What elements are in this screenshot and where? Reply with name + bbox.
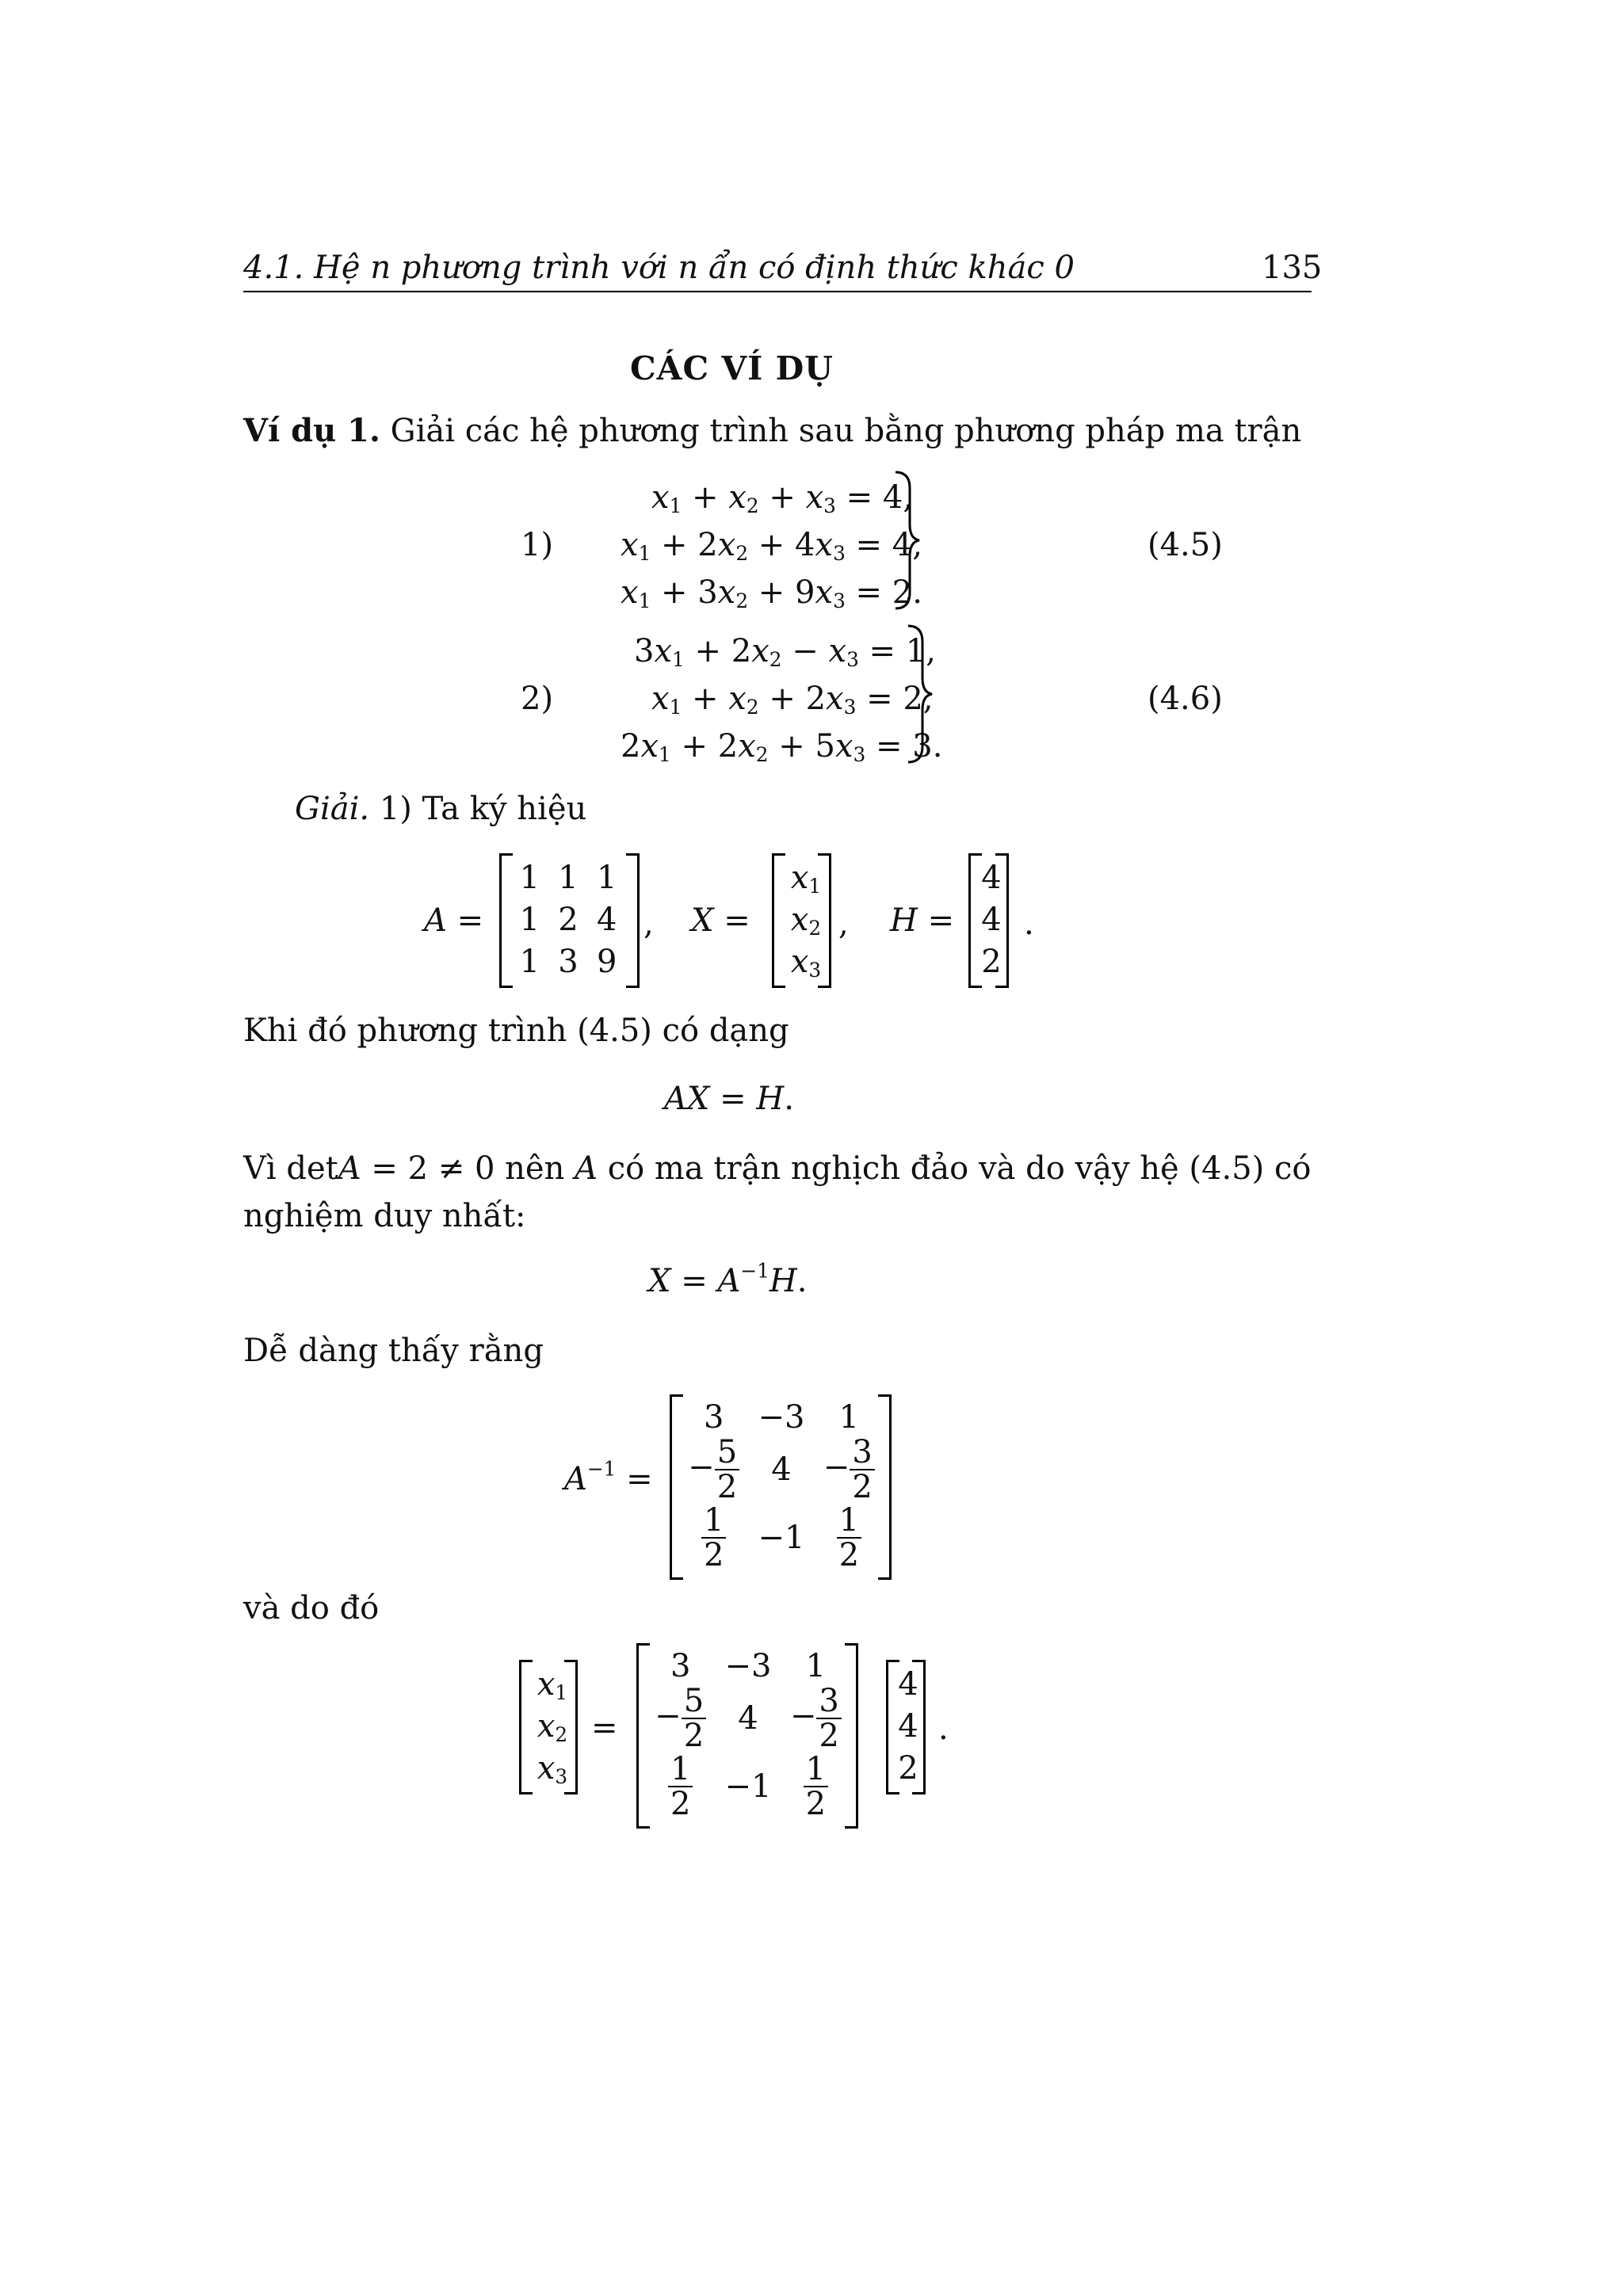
matrix-x-right-bracket [818, 853, 831, 988]
system1-eq1: $x_1 + x_2 + x_3 = 4$, [651, 479, 914, 518]
result-inverse-right-bracket [845, 1643, 858, 1829]
result-inverse-entry: − $\frac{3}{2}$ [790, 1684, 842, 1753]
det-statement: Vì detA = 2 ≠ 0 [243, 1150, 495, 1187]
system2-eq-number: (4.6) [1148, 681, 1223, 717]
a-inverse-entry: − $\frac{3}{2}$ [823, 1436, 875, 1504]
running-header-title: 4.1. Hệ n phương trình với n ẩn có định thức khác 0 [243, 250, 1075, 286]
matrix-h-right-bracket [995, 853, 1009, 988]
example-text: Giải các hệ phương trình sau bằng phương pháp ma trận [390, 413, 1302, 449]
result-h-right-bracket [912, 1660, 926, 1794]
matrix-a-cell: 1 [596, 860, 617, 897]
result-x-entry: $x_2$ [537, 1707, 568, 1747]
result-inverse-entry: 3 [670, 1648, 691, 1684]
matrix-h-entry: 4 [981, 901, 1002, 938]
equation-ax-h: AX = H. [664, 1081, 794, 1117]
result-h-entry: 4 [898, 1666, 918, 1703]
matrix-a-cell: 2 [558, 901, 579, 938]
system2-eq2: $x_1 + x_2 + 2x_3 = 2$, [651, 681, 934, 719]
period: . [1024, 906, 1034, 942]
a-inverse-matrix [680, 1399, 883, 1572]
a-inverse-symbol: $A^{-1}$ = [564, 1457, 653, 1497]
det-text-a: nên [505, 1150, 565, 1187]
matrix-h-entry: 2 [981, 943, 1002, 980]
system1-eq3: $x_1 + 3x_2 + 9x_3 = 2$. [621, 574, 922, 613]
system2-eq1: $3x_1 + 2x_2 - x_3 = 1$, [634, 633, 936, 672]
result-inverse-entry: $\frac{1}{2}$ [668, 1753, 693, 1821]
result-inverse-entry: 4 [738, 1700, 758, 1737]
section-heading: CÁC VÍ DỤ [630, 349, 834, 387]
system1-eq-number: (4.5) [1148, 527, 1223, 563]
result-x-entry: $x_1$ [537, 1666, 568, 1705]
result-inverse-entry: 1 [805, 1648, 827, 1684]
solution-intro [295, 793, 586, 825]
header-rule [243, 291, 1312, 292]
solution-label: Giải. [295, 791, 370, 827]
a-inverse-entry: $\frac{1}{2}$ [837, 1504, 861, 1572]
matrix-a-symbol: A = [424, 902, 484, 939]
result-inverse-entry: −3 [724, 1648, 772, 1684]
result-h-entry: 2 [898, 1749, 918, 1787]
matrix-h-symbol: H = [890, 902, 955, 939]
result-inverse-entry: − $\frac{5}{2}$ [655, 1684, 706, 1753]
paragraph-easy-see: Dễ dàng thấy rằng [243, 1333, 544, 1369]
matrix-a-cell: 3 [558, 943, 579, 980]
paragraph-unique-solution: nghiệm duy nhất: [243, 1198, 526, 1234]
a-inverse-entry: 1 [838, 1399, 860, 1436]
system2-label: 2) [521, 681, 554, 717]
matrix-a [510, 857, 626, 982]
a-inverse-entry: 4 [771, 1451, 792, 1488]
det-text-b: có ma trận nghịch đảo và do vậy hệ (4.5) có [607, 1150, 1312, 1187]
paragraph-determinant [243, 1150, 1312, 1187]
comma: , [838, 906, 849, 942]
result-inverse-entry: $\frac{1}{2}$ [804, 1753, 828, 1821]
result-h-entry: 4 [898, 1707, 918, 1745]
example-label: Ví dụ 1. [243, 412, 380, 449]
example-statement [243, 412, 1302, 449]
matrix-a-cell: 1 [558, 860, 579, 897]
a-inverse-right-bracket [878, 1394, 892, 1580]
comma: , [643, 906, 654, 942]
result-inverse-matrix [647, 1648, 850, 1821]
a-inverse-entry: −1 [758, 1520, 805, 1556]
solution-text: 1) Ta ký hiệu [379, 791, 587, 827]
a-inverse-entry: − $\frac{5}{2}$ [688, 1436, 739, 1504]
paragraph-form: Khi đó phương trình (4.5) có dạng [243, 1013, 789, 1049]
a-inverse-entry: $\frac{1}{2}$ [701, 1504, 726, 1572]
result-x-right-bracket [564, 1660, 578, 1794]
result-inverse-entry: −1 [724, 1768, 772, 1805]
matrix-x-symbol: X = [691, 902, 750, 939]
matrix-a-cell: 1 [519, 901, 540, 938]
matrix-a-cell: 1 [519, 860, 540, 897]
a-inverse-entry: 3 [703, 1399, 724, 1436]
matrix-a-right-bracket [626, 853, 640, 988]
matrix-a-cell: 4 [596, 901, 617, 938]
system1-label: 1) [521, 527, 554, 563]
vector-x-entry: $x_2$ [790, 901, 822, 940]
matrix-a-cell: 1 [519, 943, 540, 980]
system1-right-brace [892, 469, 924, 615]
matrix-h-entry: 4 [981, 860, 1002, 897]
matrix-a-cell: 9 [596, 943, 617, 980]
paragraph-therefore: và do đó [243, 1590, 380, 1627]
vector-x-entry: $x_3$ [790, 943, 822, 982]
result-x-entry: $x_3$ [537, 1749, 568, 1788]
equation-x-inverse: $X = A^{-1}H$. [648, 1259, 808, 1299]
a-inverse-entry: −3 [758, 1399, 805, 1436]
det-symbol-a: A [575, 1150, 598, 1187]
equals-sign: = [591, 1710, 618, 1746]
system2-eq3: $2x_1 + 2x_2 + 5x_3 = 3$. [621, 728, 943, 767]
vector-x-entry: $x_1$ [790, 860, 822, 898]
page-number: 135 [1262, 250, 1323, 286]
system2-right-brace [905, 623, 937, 769]
system1-eq2: $x_1 + 2x_2 + 4x_3 = 4$, [621, 527, 922, 566]
period: . [938, 1711, 949, 1747]
